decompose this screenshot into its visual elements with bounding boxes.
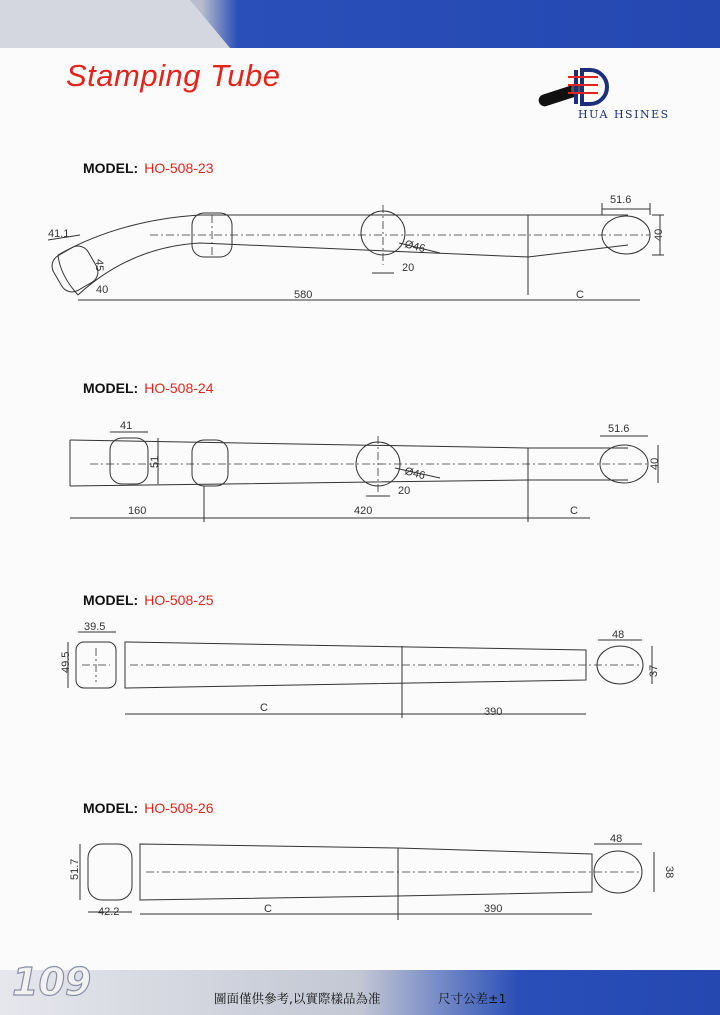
model-heading bbox=[83, 592, 213, 608]
footer-tolerance: 尺寸公差±1 bbox=[438, 991, 507, 1006]
model-label: MODEL: bbox=[83, 800, 139, 816]
dim-label: 160 bbox=[128, 505, 147, 517]
dim-label: 580 bbox=[294, 289, 313, 301]
header-band bbox=[0, 0, 720, 48]
dim-label: 39.5 bbox=[84, 621, 106, 633]
model-label: MODEL: bbox=[83, 592, 139, 608]
brand-name: HUA HSINES bbox=[578, 108, 670, 121]
dim-label: 51.6 bbox=[608, 423, 630, 435]
dim-label: 45 bbox=[93, 259, 105, 272]
model-code: HO-508-26 bbox=[144, 800, 214, 816]
model-heading bbox=[83, 160, 213, 176]
dim-label: C bbox=[576, 289, 584, 301]
dim-label: 420 bbox=[354, 505, 373, 517]
dim-label: C bbox=[264, 903, 272, 915]
dim-label: 48 bbox=[610, 833, 623, 845]
dim-label: C bbox=[570, 505, 578, 517]
dim-label: 20 bbox=[398, 485, 411, 497]
footer-note: 圖面僅供參考,以實際樣品為准 bbox=[214, 991, 381, 1006]
brand-logo bbox=[536, 66, 636, 110]
dim-label: 40 bbox=[649, 457, 661, 470]
dim-label: 390 bbox=[484, 903, 503, 915]
model-code: HO-508-25 bbox=[144, 592, 214, 608]
dim-label: 48 bbox=[612, 629, 625, 641]
drawing-ho-508-26 bbox=[0, 830, 720, 925]
model-code: HO-508-24 bbox=[144, 380, 214, 396]
dim-label: 390 bbox=[484, 706, 503, 718]
model-label: MODEL: bbox=[83, 160, 139, 176]
dim-label: 38 bbox=[663, 866, 675, 879]
dim-label: 42.2 bbox=[98, 906, 120, 918]
dim-label: C bbox=[260, 702, 268, 714]
dim-label: 49.5 bbox=[60, 651, 72, 673]
page-number: 109 bbox=[12, 960, 92, 1004]
dim-label: 51 bbox=[149, 455, 161, 468]
dim-label: 20 bbox=[402, 262, 415, 274]
drawing-ho-508-24 bbox=[0, 412, 720, 527]
drawing-ho-508-25 bbox=[0, 618, 720, 723]
model-heading bbox=[83, 800, 213, 816]
dim-label: 41.1 bbox=[48, 228, 70, 240]
dim-label: 40 bbox=[653, 228, 665, 241]
dim-label: 37 bbox=[648, 664, 660, 677]
dim-label: 51.6 bbox=[610, 194, 632, 206]
dim-label: 40 bbox=[96, 284, 109, 296]
model-label: MODEL: bbox=[83, 380, 139, 396]
model-heading bbox=[83, 380, 213, 396]
model-code: HO-508-23 bbox=[144, 160, 214, 176]
dim-label: 41 bbox=[120, 420, 133, 432]
dim-label: Ø46 bbox=[403, 238, 427, 256]
dim-label: 51.7 bbox=[69, 858, 81, 880]
page-title: Stamping Tube bbox=[66, 58, 281, 93]
dim-label: Ø46 bbox=[403, 465, 427, 483]
drawing-ho-508-23 bbox=[0, 185, 720, 315]
